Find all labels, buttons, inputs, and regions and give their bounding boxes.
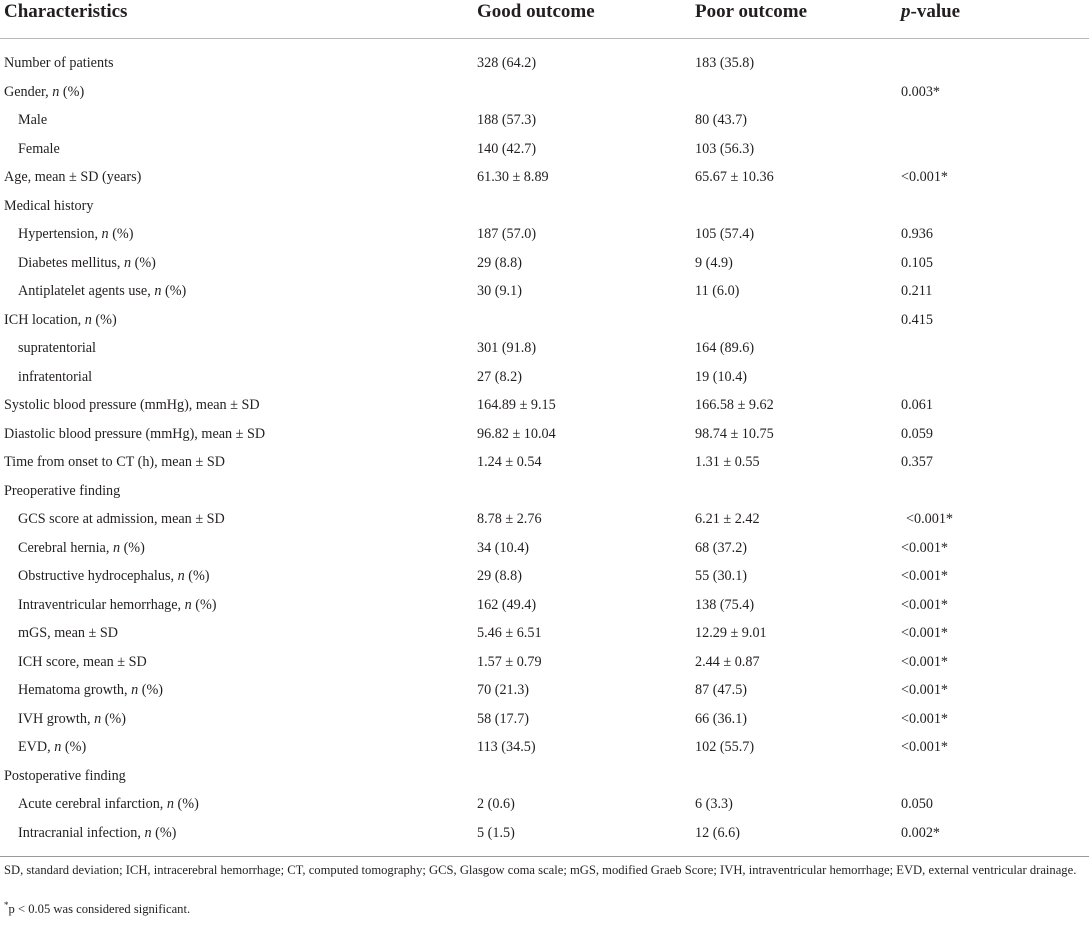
row-label-suffix: (%) xyxy=(131,254,156,271)
row-characteristic xyxy=(4,420,265,449)
row-poor-outcome: 19 (10.4) xyxy=(695,368,748,385)
row-p-value: 0.357 xyxy=(901,454,933,470)
row-characteristic xyxy=(18,705,126,734)
row-label-n: n xyxy=(101,226,109,242)
row-poor-outcome: 138 (75.4) xyxy=(695,596,755,613)
row-label-n: n xyxy=(184,596,192,613)
row-poor-outcome: 98.74 ± 10.75 xyxy=(695,425,774,442)
row-label-text: Intraventricular hemorrhage, xyxy=(18,596,185,613)
table-header-row xyxy=(0,0,1089,39)
row-good-outcome: 8.78 ± 2.76 xyxy=(477,511,542,527)
table-row xyxy=(0,534,1089,563)
table-row xyxy=(0,363,1089,392)
row-good-outcome: 29 (8.8) xyxy=(477,254,522,271)
row-label-text: Age, mean ± SD (years) xyxy=(4,169,142,185)
table-row xyxy=(0,619,1089,648)
row-good-outcome: 70 (21.3) xyxy=(477,682,530,698)
row-characteristic xyxy=(18,619,118,648)
row-poor-outcome: 6 (3.3) xyxy=(695,796,733,812)
row-poor-outcome: 11 (6.0) xyxy=(695,283,740,299)
row-characteristic xyxy=(18,363,92,392)
row-good-outcome: 5.46 ± 6.51 xyxy=(477,625,542,641)
row-good-outcome: 30 (9.1) xyxy=(477,283,522,299)
row-characteristic xyxy=(18,334,96,363)
row-label-text: Hematoma growth, xyxy=(18,682,132,698)
row-label-text: GCS score at admission, mean ± SD xyxy=(18,511,225,527)
row-label-suffix: (%) xyxy=(101,710,126,727)
row-good-outcome: 58 (17.7) xyxy=(477,710,530,727)
row-characteristic xyxy=(4,163,141,192)
row-characteristic xyxy=(18,676,163,705)
row-good-outcome: 27 (8.2) xyxy=(477,368,522,385)
table-row xyxy=(0,819,1089,848)
row-label-suffix: (%) xyxy=(59,83,85,100)
row-label-n: n xyxy=(124,254,132,271)
row-characteristic xyxy=(4,192,93,221)
row-label-text: IVH growth, xyxy=(18,710,95,727)
row-p-value: 0.002* xyxy=(901,824,941,841)
row-label-text: Systolic blood pressure (mmHg), mean ± SD xyxy=(4,397,260,413)
table-row xyxy=(0,790,1089,819)
row-p-value: 0.050 xyxy=(901,796,933,812)
table-row xyxy=(0,192,1089,221)
row-label-n: n xyxy=(144,824,152,841)
footnote-significance xyxy=(4,900,1085,919)
row-poor-outcome: 164 (89.6) xyxy=(695,340,755,356)
row-p-value: <0.001* xyxy=(901,710,949,727)
row-poor-outcome: 55 (30.1) xyxy=(695,568,748,584)
row-good-outcome: 96.82 ± 10.04 xyxy=(477,425,556,442)
table-row xyxy=(0,562,1089,591)
row-label-text: Time from onset to CT (h), mean ± SD xyxy=(4,454,225,470)
row-characteristic xyxy=(4,762,126,791)
table-row xyxy=(0,648,1089,677)
row-good-outcome: 34 (10.4) xyxy=(477,539,530,556)
row-label-n: n xyxy=(84,311,92,328)
row-poor-outcome: 1.31 ± 0.55 xyxy=(695,454,760,470)
row-poor-outcome: 9 (4.9) xyxy=(695,254,733,271)
row-poor-outcome: 87 (47.5) xyxy=(695,682,748,698)
row-characteristic xyxy=(18,106,47,135)
row-p-value: <0.001* xyxy=(901,596,949,613)
table-row xyxy=(0,163,1089,192)
row-p-value: 0.061 xyxy=(901,397,933,413)
table-row xyxy=(0,448,1089,477)
row-label-n: n xyxy=(177,568,185,584)
row-label-text: Hypertension, xyxy=(18,226,102,242)
header-good-outcome: Good outcome xyxy=(477,1,595,22)
row-label-text: ICH score, mean ± SD xyxy=(18,653,147,670)
row-poor-outcome: 2.44 ± 0.87 xyxy=(695,653,760,670)
table-row xyxy=(0,477,1089,506)
row-p-value: 0.415 xyxy=(901,311,933,328)
row-label-text: Medical history xyxy=(4,197,94,214)
row-label-text: Preoperative finding xyxy=(4,482,121,499)
row-label-n: n xyxy=(166,796,174,812)
row-p-value: <0.001* xyxy=(901,653,949,670)
table-row xyxy=(0,676,1089,705)
row-characteristic xyxy=(4,477,120,506)
header-poor-outcome: Poor outcome xyxy=(695,1,808,22)
row-label-n: n xyxy=(94,710,102,727)
row-good-outcome: 1.24 ± 0.54 xyxy=(477,454,542,470)
row-label-text: Obstructive hydrocephalus, xyxy=(18,568,178,584)
table-row xyxy=(0,591,1089,620)
row-label-text: EVD, xyxy=(18,739,55,755)
row-characteristic xyxy=(18,819,176,848)
table-row xyxy=(0,334,1089,363)
row-characteristic xyxy=(18,249,156,278)
row-good-outcome: 301 (91.8) xyxy=(477,340,537,356)
row-good-outcome: 187 (57.0) xyxy=(477,226,537,242)
row-characteristic xyxy=(18,648,147,677)
row-characteristic xyxy=(4,391,260,420)
table-row xyxy=(0,733,1089,762)
row-p-value: 0.936 xyxy=(901,226,933,242)
row-label-text: Diabetes mellitus, xyxy=(18,254,124,271)
row-p-value: <0.001* xyxy=(901,169,949,185)
row-label-text: Diastolic blood pressure (mmHg), mean ± SD xyxy=(4,425,266,442)
table-row xyxy=(0,705,1089,734)
row-label-text: Female xyxy=(18,140,60,157)
table-row xyxy=(0,249,1089,278)
header-characteristics: Characteristics xyxy=(4,1,128,22)
row-poor-outcome: 102 (55.7) xyxy=(695,739,755,755)
row-good-outcome: 140 (42.7) xyxy=(477,140,537,157)
row-label-n: n xyxy=(54,739,62,755)
table-row xyxy=(0,391,1089,420)
row-label-text: ICH location, xyxy=(4,311,85,328)
row-poor-outcome: 183 (35.8) xyxy=(695,55,755,71)
row-good-outcome: 188 (57.3) xyxy=(477,112,537,128)
row-p-value: <0.001* xyxy=(901,539,949,556)
row-label-text: Intracranial infection, xyxy=(18,824,145,841)
row-characteristic xyxy=(4,78,84,107)
row-label-suffix: (%) xyxy=(161,283,187,299)
row-p-value: <0.001* xyxy=(901,739,949,755)
row-label-n: n xyxy=(112,539,121,556)
row-label-text: Gender, xyxy=(4,83,53,100)
row-label-text: Postoperative finding xyxy=(4,767,126,784)
row-good-outcome: 2 (0.6) xyxy=(477,796,515,812)
row-p-value: <0.001* xyxy=(901,568,949,584)
footnote-marker: * xyxy=(4,899,9,910)
row-characteristic xyxy=(4,49,114,78)
table-row xyxy=(0,78,1089,107)
row-p-value: <0.001* xyxy=(906,511,954,527)
row-p-value: <0.001* xyxy=(901,625,949,641)
row-characteristic xyxy=(18,591,217,620)
table-bottom-rule xyxy=(0,856,1089,857)
row-label-n: n xyxy=(131,682,139,698)
table-row xyxy=(0,220,1089,249)
table-row xyxy=(0,505,1089,534)
row-label-suffix: (%) xyxy=(108,226,134,242)
row-good-outcome: 164.89 ± 9.15 xyxy=(477,397,556,413)
row-poor-outcome: 166.58 ± 9.62 xyxy=(695,397,774,413)
row-characteristic xyxy=(18,790,199,819)
table-row xyxy=(0,49,1089,78)
row-characteristic xyxy=(18,562,210,591)
header-p-value xyxy=(901,0,960,24)
header-p-value-italic: p xyxy=(901,1,911,22)
row-p-value: 0.211 xyxy=(901,283,933,299)
row-good-outcome: 29 (8.8) xyxy=(477,568,522,584)
row-label-suffix: (%) xyxy=(184,568,210,584)
row-characteristic xyxy=(18,505,225,534)
row-label-n: n xyxy=(52,83,60,100)
row-good-outcome: 61.30 ± 8.89 xyxy=(477,169,549,185)
row-characteristic xyxy=(4,448,225,477)
row-label-text: Antiplatelet agents use, xyxy=(18,283,155,299)
row-label-text: Number of patients xyxy=(4,55,114,71)
row-poor-outcome: 12.29 ± 9.01 xyxy=(695,625,767,641)
row-poor-outcome: 105 (57.4) xyxy=(695,226,755,242)
table-row xyxy=(0,420,1089,449)
table-row xyxy=(0,306,1089,335)
row-label-text: Male xyxy=(18,112,48,128)
row-label-text: infratentorial xyxy=(18,368,93,385)
row-label-text: Cerebral hernia, xyxy=(18,539,113,556)
row-label-text: mGS, mean ± SD xyxy=(18,625,119,641)
row-p-value: 0.059 xyxy=(901,425,933,442)
table-row xyxy=(0,106,1089,135)
table-row xyxy=(0,135,1089,164)
row-poor-outcome: 80 (43.7) xyxy=(695,112,748,128)
row-label-suffix: (%) xyxy=(120,539,145,556)
row-p-value: 0.003* xyxy=(901,83,941,100)
footnote-significance-text: p < 0.05 was considered significant. xyxy=(8,902,191,916)
row-good-outcome: 328 (64.2) xyxy=(477,55,537,71)
row-characteristic xyxy=(18,220,133,249)
row-label-suffix: (%) xyxy=(91,311,117,328)
row-label-suffix: (%) xyxy=(151,824,177,841)
row-characteristic xyxy=(4,306,117,335)
row-poor-outcome: 66 (36.1) xyxy=(695,710,748,727)
row-good-outcome: 1.57 ± 0.79 xyxy=(477,653,542,670)
row-poor-outcome: 68 (37.2) xyxy=(695,539,748,556)
row-label-suffix: (%) xyxy=(191,596,217,613)
row-poor-outcome: 12 (6.6) xyxy=(695,824,740,841)
row-p-value: <0.001* xyxy=(901,682,949,698)
table-row xyxy=(0,277,1089,306)
table-row xyxy=(0,762,1089,791)
row-characteristic xyxy=(18,534,145,563)
row-label-text: Acute cerebral infarction, xyxy=(18,796,167,812)
row-characteristic xyxy=(18,733,86,762)
row-poor-outcome: 103 (56.3) xyxy=(695,140,755,157)
row-good-outcome: 162 (49.4) xyxy=(477,596,537,613)
row-label-n: n xyxy=(154,283,162,299)
row-poor-outcome: 65.67 ± 10.36 xyxy=(695,169,774,185)
header-p-value-rest: -value xyxy=(910,1,961,22)
row-characteristic xyxy=(18,135,60,164)
row-characteristic xyxy=(18,277,186,306)
row-good-outcome: 113 (34.5) xyxy=(477,739,536,755)
row-p-value: 0.105 xyxy=(901,254,933,271)
row-label-text: supratentorial xyxy=(18,340,97,356)
table-body xyxy=(0,49,1089,847)
row-label-suffix: (%) xyxy=(138,682,163,698)
row-label-suffix: (%) xyxy=(173,796,199,812)
footnote-abbreviations: SD, standard deviation; ICH, intracerebral hemorrhage; CT, computed tomography; GCS, Glasgow coma scale; mGS, modified Graeb Score; IVH, intraventricular hemorrhage; EVD, external ventricular drainage. xyxy=(4,863,1077,877)
row-poor-outcome: 6.21 ± 2.42 xyxy=(695,511,760,527)
row-good-outcome: 5 (1.5) xyxy=(477,824,515,841)
row-label-suffix: (%) xyxy=(61,739,87,755)
